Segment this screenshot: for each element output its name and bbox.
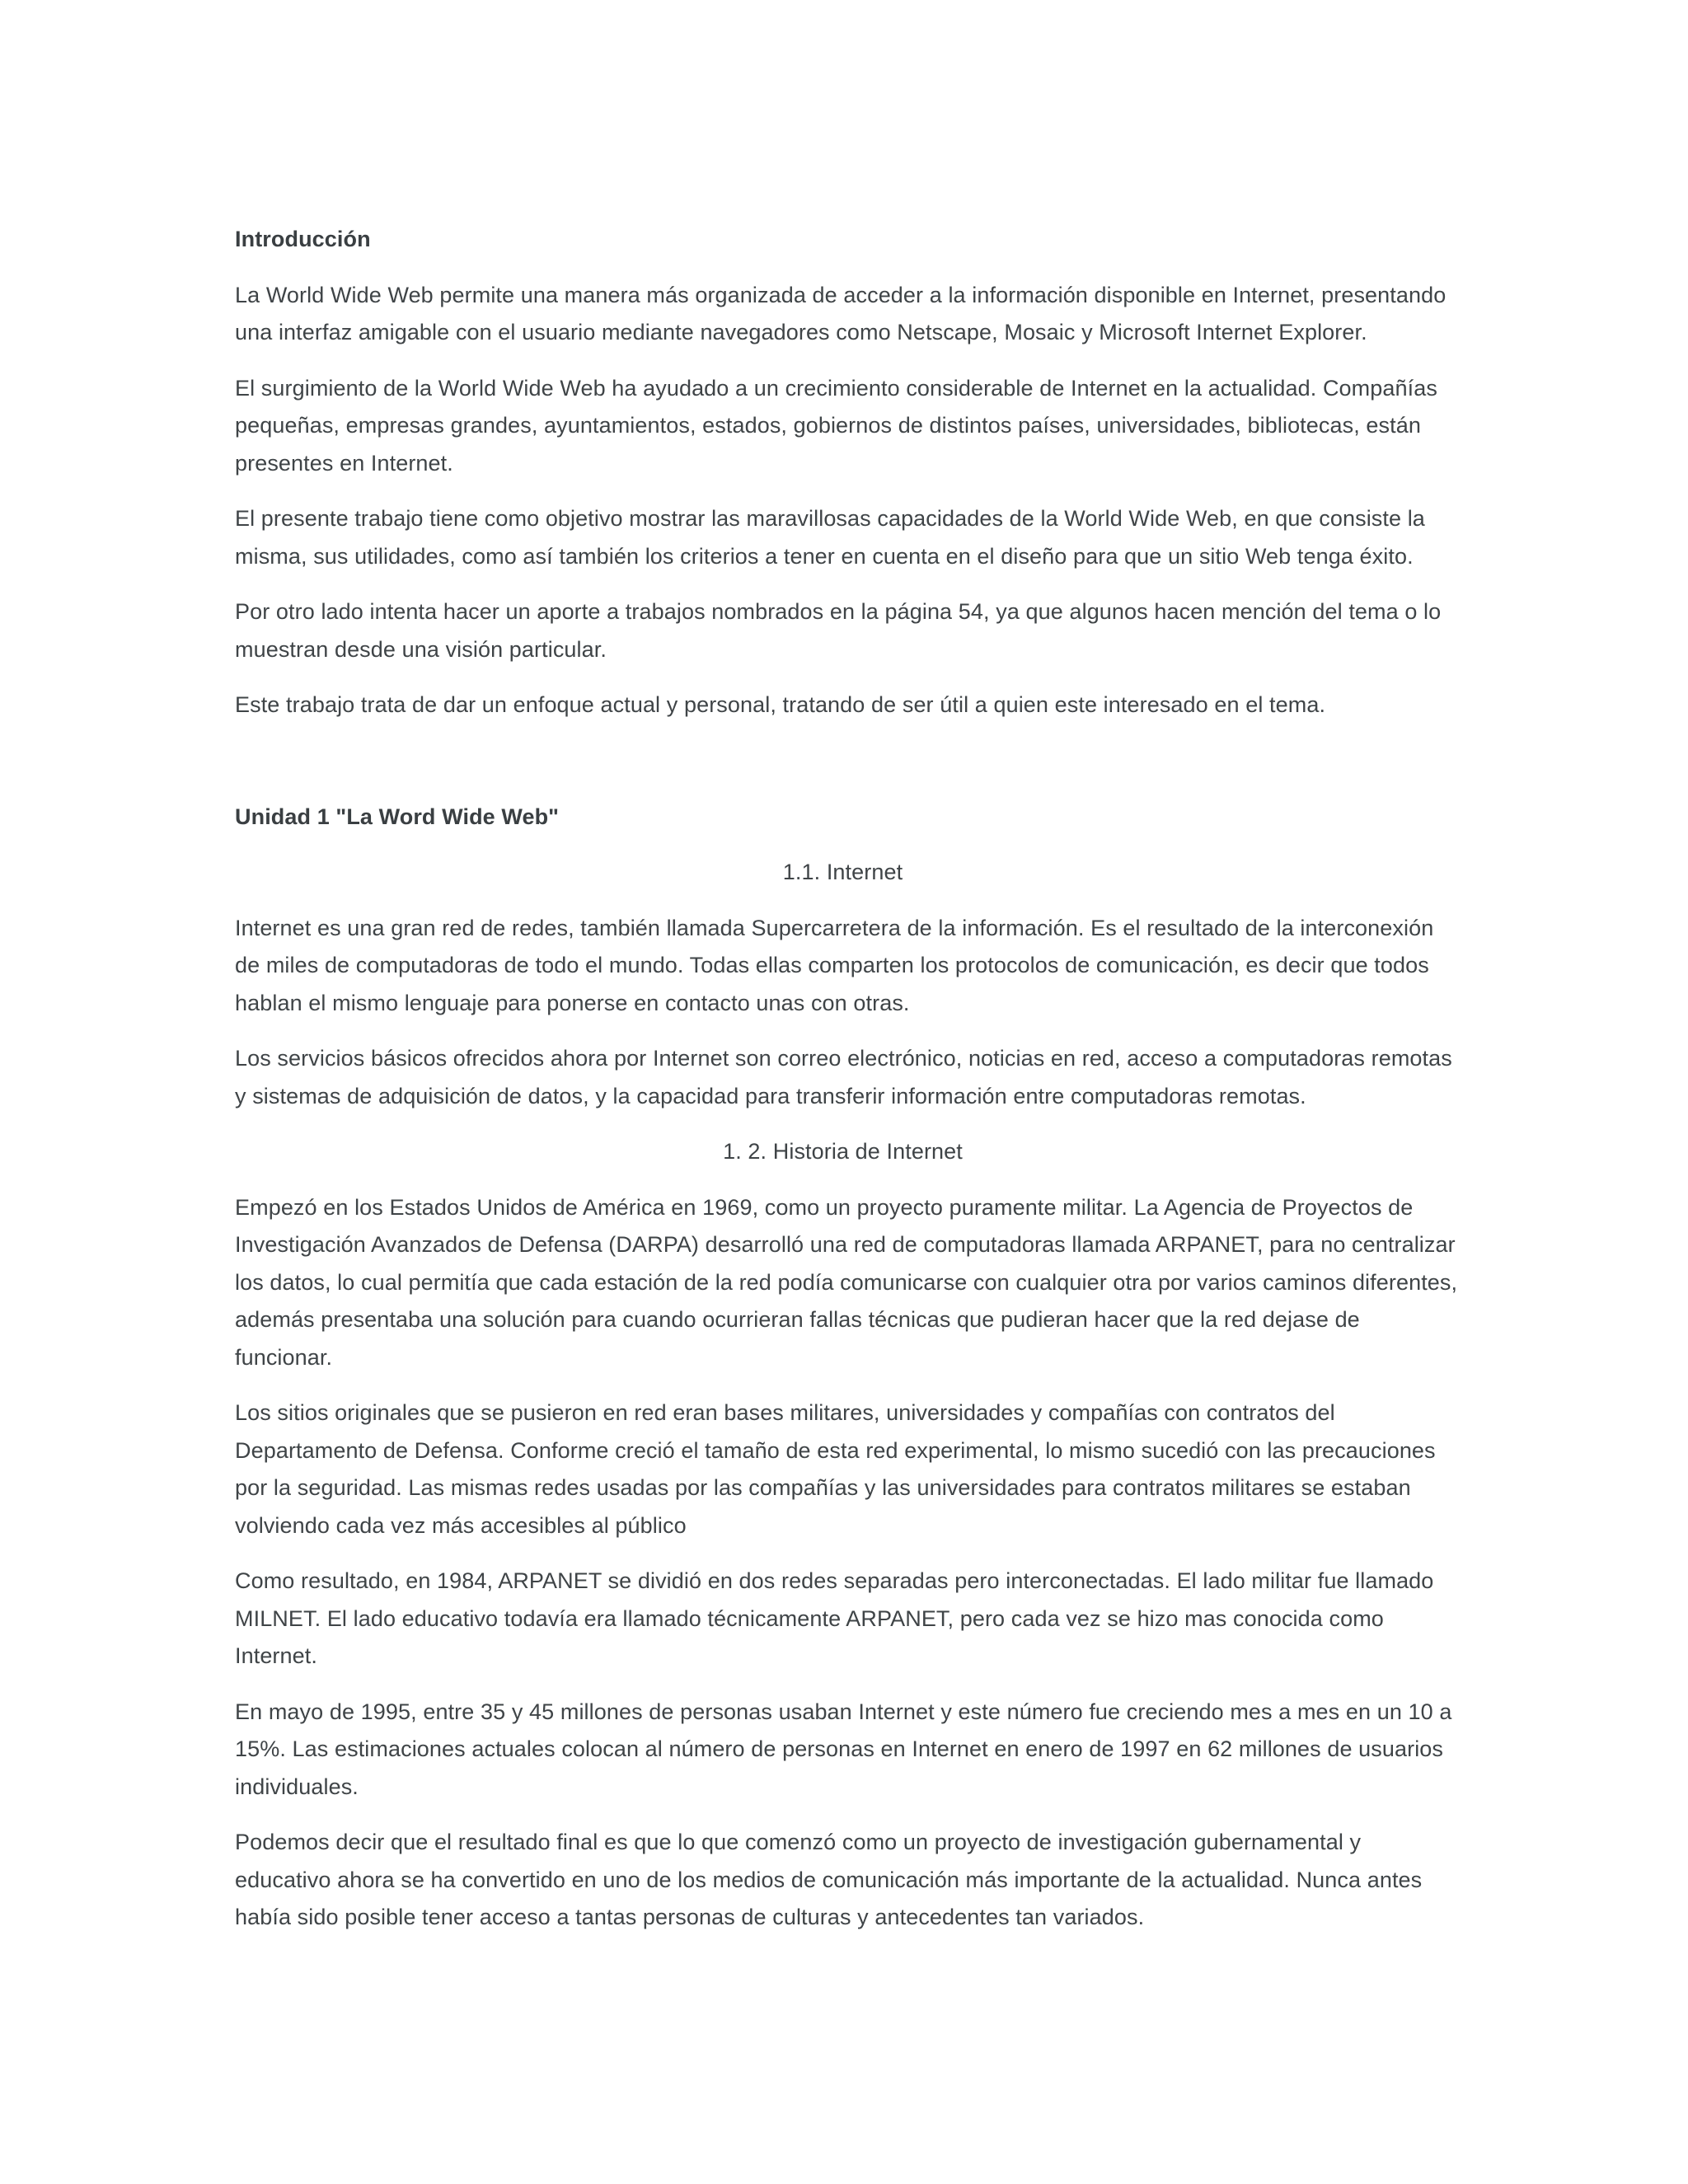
section-paragraph: Empezó en los Estados Unidos de América en 1969, como un proyecto puramente militar. La Agencia de Proyectos de Investigación Avanzados de Defensa (DARPA) desarrolló una red de computadoras llamada ARPANET, para no centralizar los datos, lo cual permitía que cada estación de la red podía comunicarse con cualquier otra por varios caminos diferentes, además presentaba una solución para cuando ocurrieran fallas técnicas que pudieran hacer que la red dejase de funcionar. (235, 1194, 1458, 1370)
section-paragraph: Los servicios básicos ofrecidos ahora por Internet son correo electrónico, noticias en red, acceso a computadoras remotas y sistemas de adquisición de datos, y la capacidad para transferir información entre computadoras remotas. (235, 1046, 1452, 1108)
unit-heading: Unidad 1 "La Word Wide Web" (235, 804, 560, 829)
intro-paragraph: Este trabajo trata de dar un enfoque actual y personal, tratando de ser útil a quien este interesado en el tema. (235, 692, 1326, 717)
section-paragraph: Internet es una gran red de redes, también llamada Supercarretera de la información. Es el resultado de la interconexión de miles de computadoras de todo el mundo. Todas ellas comparten los protocolos de comunicación, es decir que todos hablan el mismo lenguaje para ponerse en contacto unas con otras. (235, 915, 1434, 1015)
intro-paragraph: Por otro lado intenta hacer un aporte a trabajos nombrados en la página 54, ya que algunos hacen mención del tema o lo muestran desde una visión particular. (235, 599, 1442, 662)
intro-paragraph: El presente trabajo tiene como objetivo mostrar las maravillosas capacidades de la World Wide Web, en que consiste la misma, sus utilidades, como así también los criterios a tener en cuenta en el diseño para que un sitio Web tenga éxito. (235, 506, 1425, 569)
document-page (235, 221, 1463, 1937)
section-paragraph: En mayo de 1995, entre 35 y 45 millones de personas usaban Internet y este número fue creciendo mes a mes en un 10 a 15%. Las estimaciones actuales colocan al número de personas en Internet en enero de 1997 en 62 millones de usuarios individuales. (235, 1699, 1452, 1799)
section-paragraph: Los sitios originales que se pusieron en red eran bases militares, universidades y compañías con contratos del Departamento de Defensa. Conforme creció el tamaño de esta red experimental, lo mismo sucedió con las precauciones por la seguridad. Las mismas redes usadas por las compañías y las universidades para contratos militares se estaban volviendo cada vez más accesibles al público (235, 1400, 1436, 1538)
intro-paragraph: El surgimiento de la World Wide Web ha ayudado a un crecimiento considerable de Internet en la actualidad. Compañías pequeñas, empresas grandes, ayuntamientos, estados, gobiernos de distintos países, universidades, bibliotecas, están presentes en Internet. (235, 375, 1437, 476)
section-title-history: 1. 2. Historia de Internet (723, 1139, 963, 1164)
section-paragraph: Podemos decir que el resultado final es que lo que comenzó como un proyecto de investigación gubernamental y educativo ahora se ha convertido en uno de los medios de comunicación más importante de la actualidad. Nunca antes había sido posible tener acceso a tantas personas de culturas y antecedentes tan variados. (235, 1830, 1423, 1929)
intro-heading: Introducción (235, 227, 371, 251)
intro-paragraph: La World Wide Web permite una manera más organizada de acceder a la información disponible en Internet, presentando una interfaz amigable con el usuario mediante navegadores como Netscape, Mosaic y Microsoft Internet Explorer. (235, 282, 1447, 344)
section-paragraph: Como resultado, en 1984, ARPANET se dividió en dos redes separadas pero interconectadas. El lado militar fue llamado MILNET. El lado educativo todavía era llamado técnicamente ARPANET, pero cada vez se hizo mas conocida como Internet. (235, 1568, 1434, 1668)
section-title-internet: 1.1. Internet (782, 860, 903, 884)
